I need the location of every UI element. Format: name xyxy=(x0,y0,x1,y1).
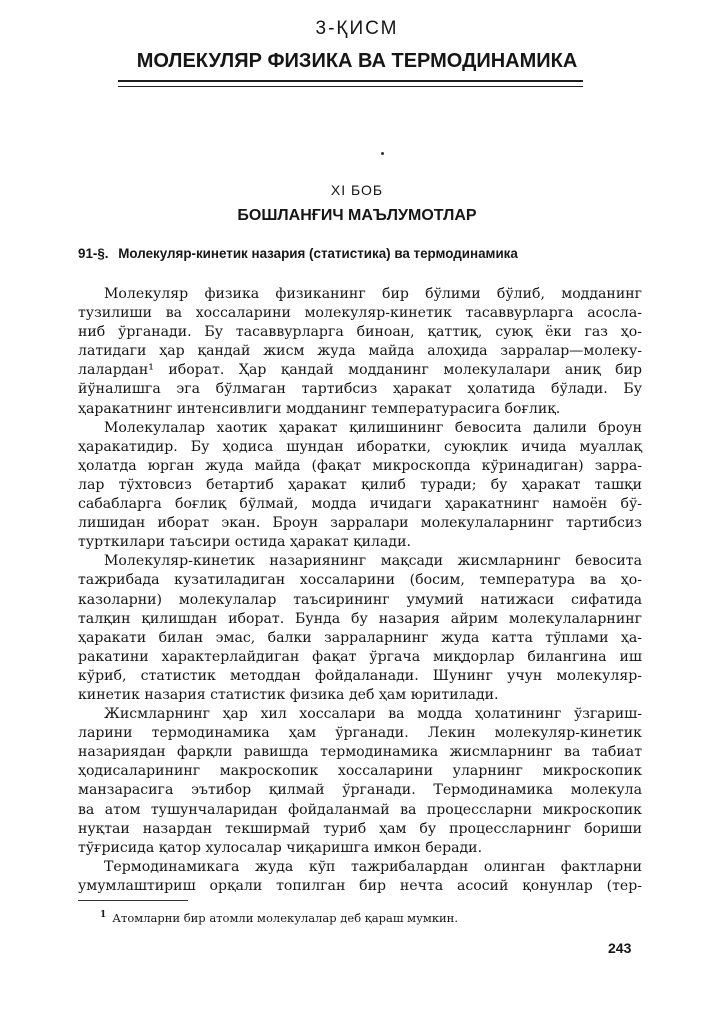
footnote-rule xyxy=(78,900,188,901)
text-line: лишидан иборат экан. Броун зарралари молекулаларнинг тартибсиз xyxy=(78,515,642,532)
text-line: сабабларга боғлиқ бўлмай, модда ичидаги ҳаракатнинг намоён бў- xyxy=(78,496,642,513)
text-line: ҳолатда юрган жуда майда (фақат микроскопда кўринадиган) зарра- xyxy=(78,457,642,474)
footnote xyxy=(100,910,458,925)
chapter-label: XI БОБ xyxy=(330,182,384,198)
body-text xyxy=(78,285,642,896)
text-line: Молекуляр физика физиканинг бир бўлими бўлиб, модданинг xyxy=(104,286,642,302)
page-number: 243 xyxy=(608,940,632,956)
footnote-text: Атомларни бир атомли молекулалар деб қараш мумкин. xyxy=(112,910,458,925)
text-line: ҳаракатнинг интенсивлиги модданинг температурасига боғлиқ. xyxy=(78,400,561,417)
text-line: талқин қилишдан иборат. Бунда бу назария айрим молекулаларнинг xyxy=(78,610,642,627)
text-line: ракатини характерлайдиган фақат ўргача миқдорлар билангина иш xyxy=(78,648,642,665)
text-line: тузилиши ва хоссаларини молекуляр-кинетик тасаввурларга асосла- xyxy=(78,305,642,322)
text-line: кўриб, статистик методдан фойдаланади. Шунинг учун молекуляр- xyxy=(78,667,642,684)
title-rule-thin xyxy=(118,86,583,87)
text-line: лар тўхтовсиз бетартиб ҳаракат қилиб туради; бу ҳаракат ташқи xyxy=(78,476,642,493)
text-line: Молекуляр-кинетик назариянинг мақсади жисмларнинг бевосита xyxy=(104,553,642,570)
text-line: тўғрисида қатор хулосалар чиқаришга имкон беради. xyxy=(78,839,483,856)
text-line: ларини термодинамика ҳам ўрганади. Лекин молекуляр-кинетик xyxy=(78,725,642,742)
text-line: ҳодисаларининг макроскопик хоссаларини уларнинг микроскопик xyxy=(78,763,642,780)
text-line: нуқтаи назардан текширмай туриб ҳам бу процессларнинг бориши xyxy=(78,820,642,837)
text-line: йўналишга эга бўлмаган тартибсиз ҳаракат ҳолатида бўлади. Бу xyxy=(78,381,642,398)
text-line: латидаги ҳар қандай жисм жуда майда алоҳида зарралар—молеку- xyxy=(78,343,642,360)
section-number: 91-§. xyxy=(78,246,109,261)
text-line: ҳаракати билан эмас, балки зарраларнинг жуда катта тўплами ҳа- xyxy=(78,629,642,646)
chapter-title: БОШЛАНҒИЧ МАЪЛУМОТЛАР xyxy=(237,207,477,224)
text-line: ва атом тушунчаларидан фойдаланмай ва процессларни микроскопик xyxy=(78,801,642,818)
text-line: манзарасига эътибор қилмай ўрганади. Термодинамика молекула xyxy=(78,782,642,799)
part-title: МОЛЕКУЛЯР ФИЗИКА ВА ТЕРМОДИНАМИКА xyxy=(136,50,578,72)
ornament-dot xyxy=(381,152,384,155)
text-line: казоларни) молекулалар таъсирининг умумий натижаси сифатида xyxy=(78,591,642,608)
text-line: кинетик назария статистик физика деб ҳам юритилади. xyxy=(78,686,499,703)
text-line: лалардан¹ иборат. Ҳар қандай модданинг молекулалари аниқ бир xyxy=(78,362,642,379)
text-line: назариядан фарқли равишда термодинамика жисмларнинг ва табиат xyxy=(78,744,642,761)
text-line: ҳаракатидир. Бу ҳодиса шундан иборатки, суюқлик ичида муаллақ xyxy=(78,438,642,455)
title-rule-thick xyxy=(118,80,583,82)
text-line: тажрибада кузатиладиган хоссаларини (босим, температура ва ҳо- xyxy=(78,572,642,589)
text-line: Молекулалар хаотик ҳаракат қилишининг бевосита далили броун xyxy=(104,419,642,436)
part-label: 3-ҚИСМ xyxy=(315,18,399,39)
text-line: турткилари таъсири остида ҳаракат қилади. xyxy=(78,534,411,551)
text-line: Жисмларнинг ҳар хил хоссалари ва модда ҳолатининг ўзгариш- xyxy=(104,706,642,723)
text-line: умумлаштириш орқали топилган бир нечта асосий қонунлар (тер- xyxy=(78,877,642,894)
footnote-mark: 1 xyxy=(100,910,107,920)
text-line: ниб ўрганади. Бу тасаввурларга биноан, қаттиқ, суюқ ёки газ ҳо- xyxy=(78,324,642,341)
text-line: Термодинамикага жуда кўп тажрибалардан олинган фактларни xyxy=(104,858,642,875)
section-title: Молекуляр-кинетик назария (статистика) ва термодинамика xyxy=(118,246,518,261)
section-heading xyxy=(78,246,642,261)
